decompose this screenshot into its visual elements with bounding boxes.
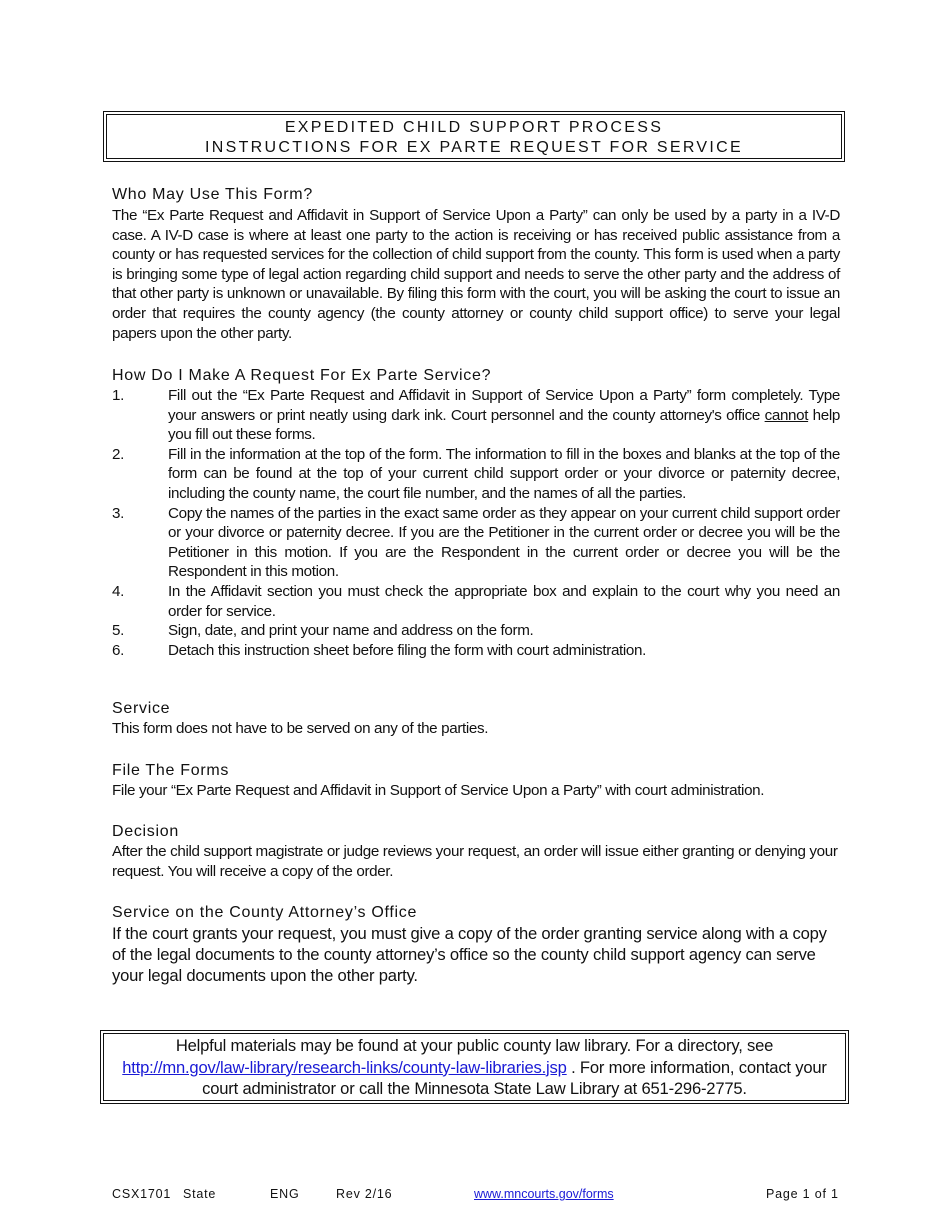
info-text-intro: Helpful materials may be found at your public county law library. For a directory, see: [175, 1036, 774, 1055]
step-text: In the Affidavit section you must check the appropriate box and explain to the court why you need an order for service.: [168, 582, 840, 620]
title-line-1: EXPEDITED CHILD SUPPORT PROCESS: [284, 119, 664, 136]
info-box: [100, 1030, 849, 1104]
footer-revision: Rev 2/16: [336, 1187, 393, 1201]
file-forms-body: File your “Ex Parte Request and Affidavit in Support of Service Upon a Party” with court administration.: [112, 782, 765, 799]
step-text: Detach this instruction sheet before filing the form with court administration.: [168, 641, 646, 659]
step-emphasis: cannot: [764, 406, 809, 424]
step-text: Sign, date, and print your name and address on the form.: [168, 622, 534, 640]
footer-form-id: CSX1701: [112, 1187, 172, 1201]
list-item: [112, 621, 840, 641]
footer-forms-link[interactable]: www.mncourts.gov/forms: [474, 1187, 614, 1201]
county-law-libraries-link[interactable]: http://mn.gov/law-library/research-links/county-law-libraries.jsp: [122, 1057, 567, 1077]
step-number: 1.: [112, 387, 124, 404]
heading-how-to-request: How Do I Make A Request For Ex Parte Service?: [112, 367, 492, 384]
title-box: [103, 111, 845, 162]
list-item: [112, 641, 840, 661]
step-number: 5.: [112, 622, 124, 640]
heading-county-attorney: Service on the County Attorney’s Office: [112, 904, 418, 921]
county-attorney-body: If the court grants your request, you must give a copy of the order granting service along with a copy of the legal documents to the county attorney’s office so the county child support agency can serve your legal documents upon the other party.: [112, 924, 827, 985]
step-text: Fill out the “Ex Parte Request and Affidavit in Support of Service Upon a Party” form completely. Type your answers or print neatly using dark ink. Court personnel and the county attorney's office: [168, 387, 840, 424]
step-text: help you fill out these forms.: [168, 406, 840, 444]
footer-jurisdiction: State: [183, 1187, 217, 1201]
footer-page-number: Page 1 of 1: [766, 1187, 839, 1201]
list-item: [112, 445, 840, 504]
steps-list: [112, 386, 840, 660]
step-number: 6.: [112, 641, 124, 659]
list-item: [112, 504, 840, 582]
step-number: 2.: [112, 445, 124, 463]
decision-body: After the child support magistrate or judge reviews your request, an order will issue either granting or denying your request. You will receive a copy of the order.: [112, 843, 838, 880]
heading-decision: Decision: [112, 823, 179, 840]
title-line-2: INSTRUCTIONS FOR EX PARTE REQUEST FOR SERVICE: [205, 139, 743, 156]
list-item: [112, 582, 840, 621]
heading-file-forms: File The Forms: [112, 762, 230, 779]
who-may-use-body: The “Ex Parte Request and Affidavit in Support of Service Upon a Party” can only be used by a party in a IV-D case. A IV-D case is where at least one party to the action is receiving or has received public assistance from a county or has requested services for the collection of child support from the county. This form is used when a party is bringing some type of legal action regarding child support and needs to serve the other party and the address of that other party is unknown or unavailable. By filing this form with the court, you will be asking the court to issue an order that requires the county agency (the county attorney or county child support office) to serve your legal papers upon the other party.: [112, 207, 840, 342]
info-text: [111, 1035, 838, 1100]
step-text: Copy the names of the parties in the exact same order as they appear on your current child support order or your divorce or paternity decree. If you are the Petitioner in the current order or decree you will be the Petitioner in this motion. If you are the Respondent in the current order or decree you will be the Respondent in this motion.: [168, 504, 840, 581]
heading-who-may-use: Who May Use This Form?: [112, 186, 313, 203]
heading-service: Service: [112, 700, 171, 717]
list-item: [112, 386, 840, 445]
service-body: This form does not have to be served on any of the parties.: [112, 720, 489, 737]
footer-language: ENG: [270, 1187, 300, 1201]
step-text: Fill in the information at the top of the form. The information to fill in the boxes and blanks at the top of the form can be found at the top of your current child support order or your divorce or paternity decree, including the county name, the court file number, and the names of all the parties.: [168, 445, 840, 502]
info-text-contact: . For more information, contact your court administrator or call the Minnesota State Law Library at 651-296-2775.: [202, 1057, 827, 1098]
step-number: 3.: [112, 504, 124, 522]
step-number: 4.: [112, 582, 124, 600]
